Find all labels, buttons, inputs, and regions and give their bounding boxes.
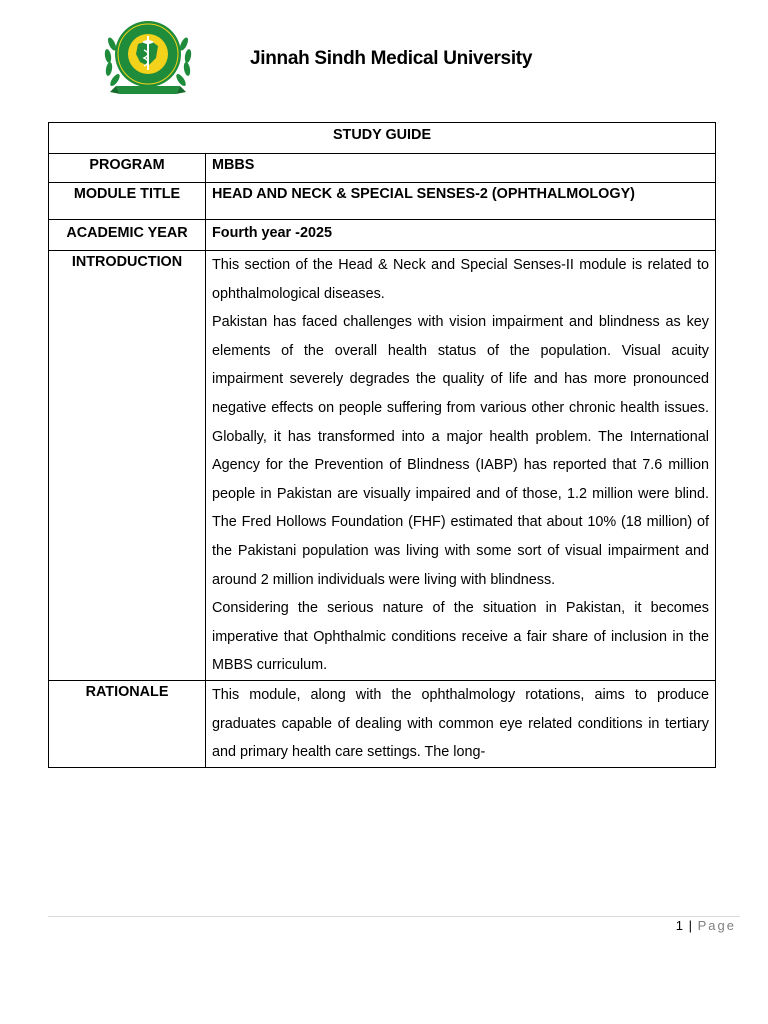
module-title-value: HEAD AND NECK & SPECIAL SENSES-2 (OPHTHALMOLOGY) <box>206 183 716 220</box>
introduction-label: INTRODUCTION <box>49 251 206 681</box>
introduction-paragraph: Pakistan has faced challenges with vision impairment and blindness as key elements of the overall health status of the population. Visual acuity impairment severely degrades the quality of life and has more pronounced negative effects on people suffering from various other chronic health issues. Globally, it has transformed into a major health problem. The International Agency for the Prevention of Blindness (IABP) has reported that 7.6 million people in Pakistan are visually impaired and of those, 1.2 million were blind. The Fred Hollows Foundation (FHF) estimated that about 10% (18 million) of the Pakistani population was living with some sort of visual impairment and around 2 million individuals were living with blindness. <box>212 314 709 588</box>
table-row-academic-year <box>49 220 716 251</box>
footer-divider <box>48 916 740 917</box>
academic-year-label: ACADEMIC YEAR <box>49 220 206 251</box>
introduction-paragraph: This section of the Head & Neck and Special Senses-II module is related to ophthalmological diseases. <box>212 257 709 302</box>
table-row-program <box>49 154 716 183</box>
rationale-paragraph: This module, along with the ophthalmology rotations, aims to produce graduates capable of dealing with common eye related conditions in tertiary and primary health care settings. The long- <box>212 686 709 761</box>
table-row-module-title <box>49 183 716 220</box>
introduction-paragraph: Considering the serious nature of the situation in Pakistan, it becomes imperative that Ophthalmic conditions receive a fair share of inclusion in the MBBS curriculum. <box>212 600 709 674</box>
rationale-label: RATIONALE <box>49 680 206 767</box>
rationale-text <box>206 680 716 767</box>
table-title-row <box>49 123 716 154</box>
page-separator: | <box>688 918 692 933</box>
table-row-rationale <box>49 680 716 767</box>
module-title-label: MODULE TITLE <box>49 183 206 220</box>
academic-year-value: Fourth year -2025 <box>206 220 716 251</box>
study-guide-table <box>48 122 716 768</box>
page-number: 1 <box>675 918 683 933</box>
university-name: Jinnah Sindh Medical University <box>250 48 533 69</box>
introduction-text <box>206 251 716 681</box>
page-footer <box>676 918 736 933</box>
program-value: MBBS <box>206 154 716 183</box>
table-title: STUDY GUIDE <box>49 123 716 154</box>
page-word: Page <box>697 918 736 933</box>
program-label: PROGRAM <box>49 154 206 183</box>
table-row-introduction <box>49 251 716 681</box>
university-logo-icon <box>98 14 198 100</box>
